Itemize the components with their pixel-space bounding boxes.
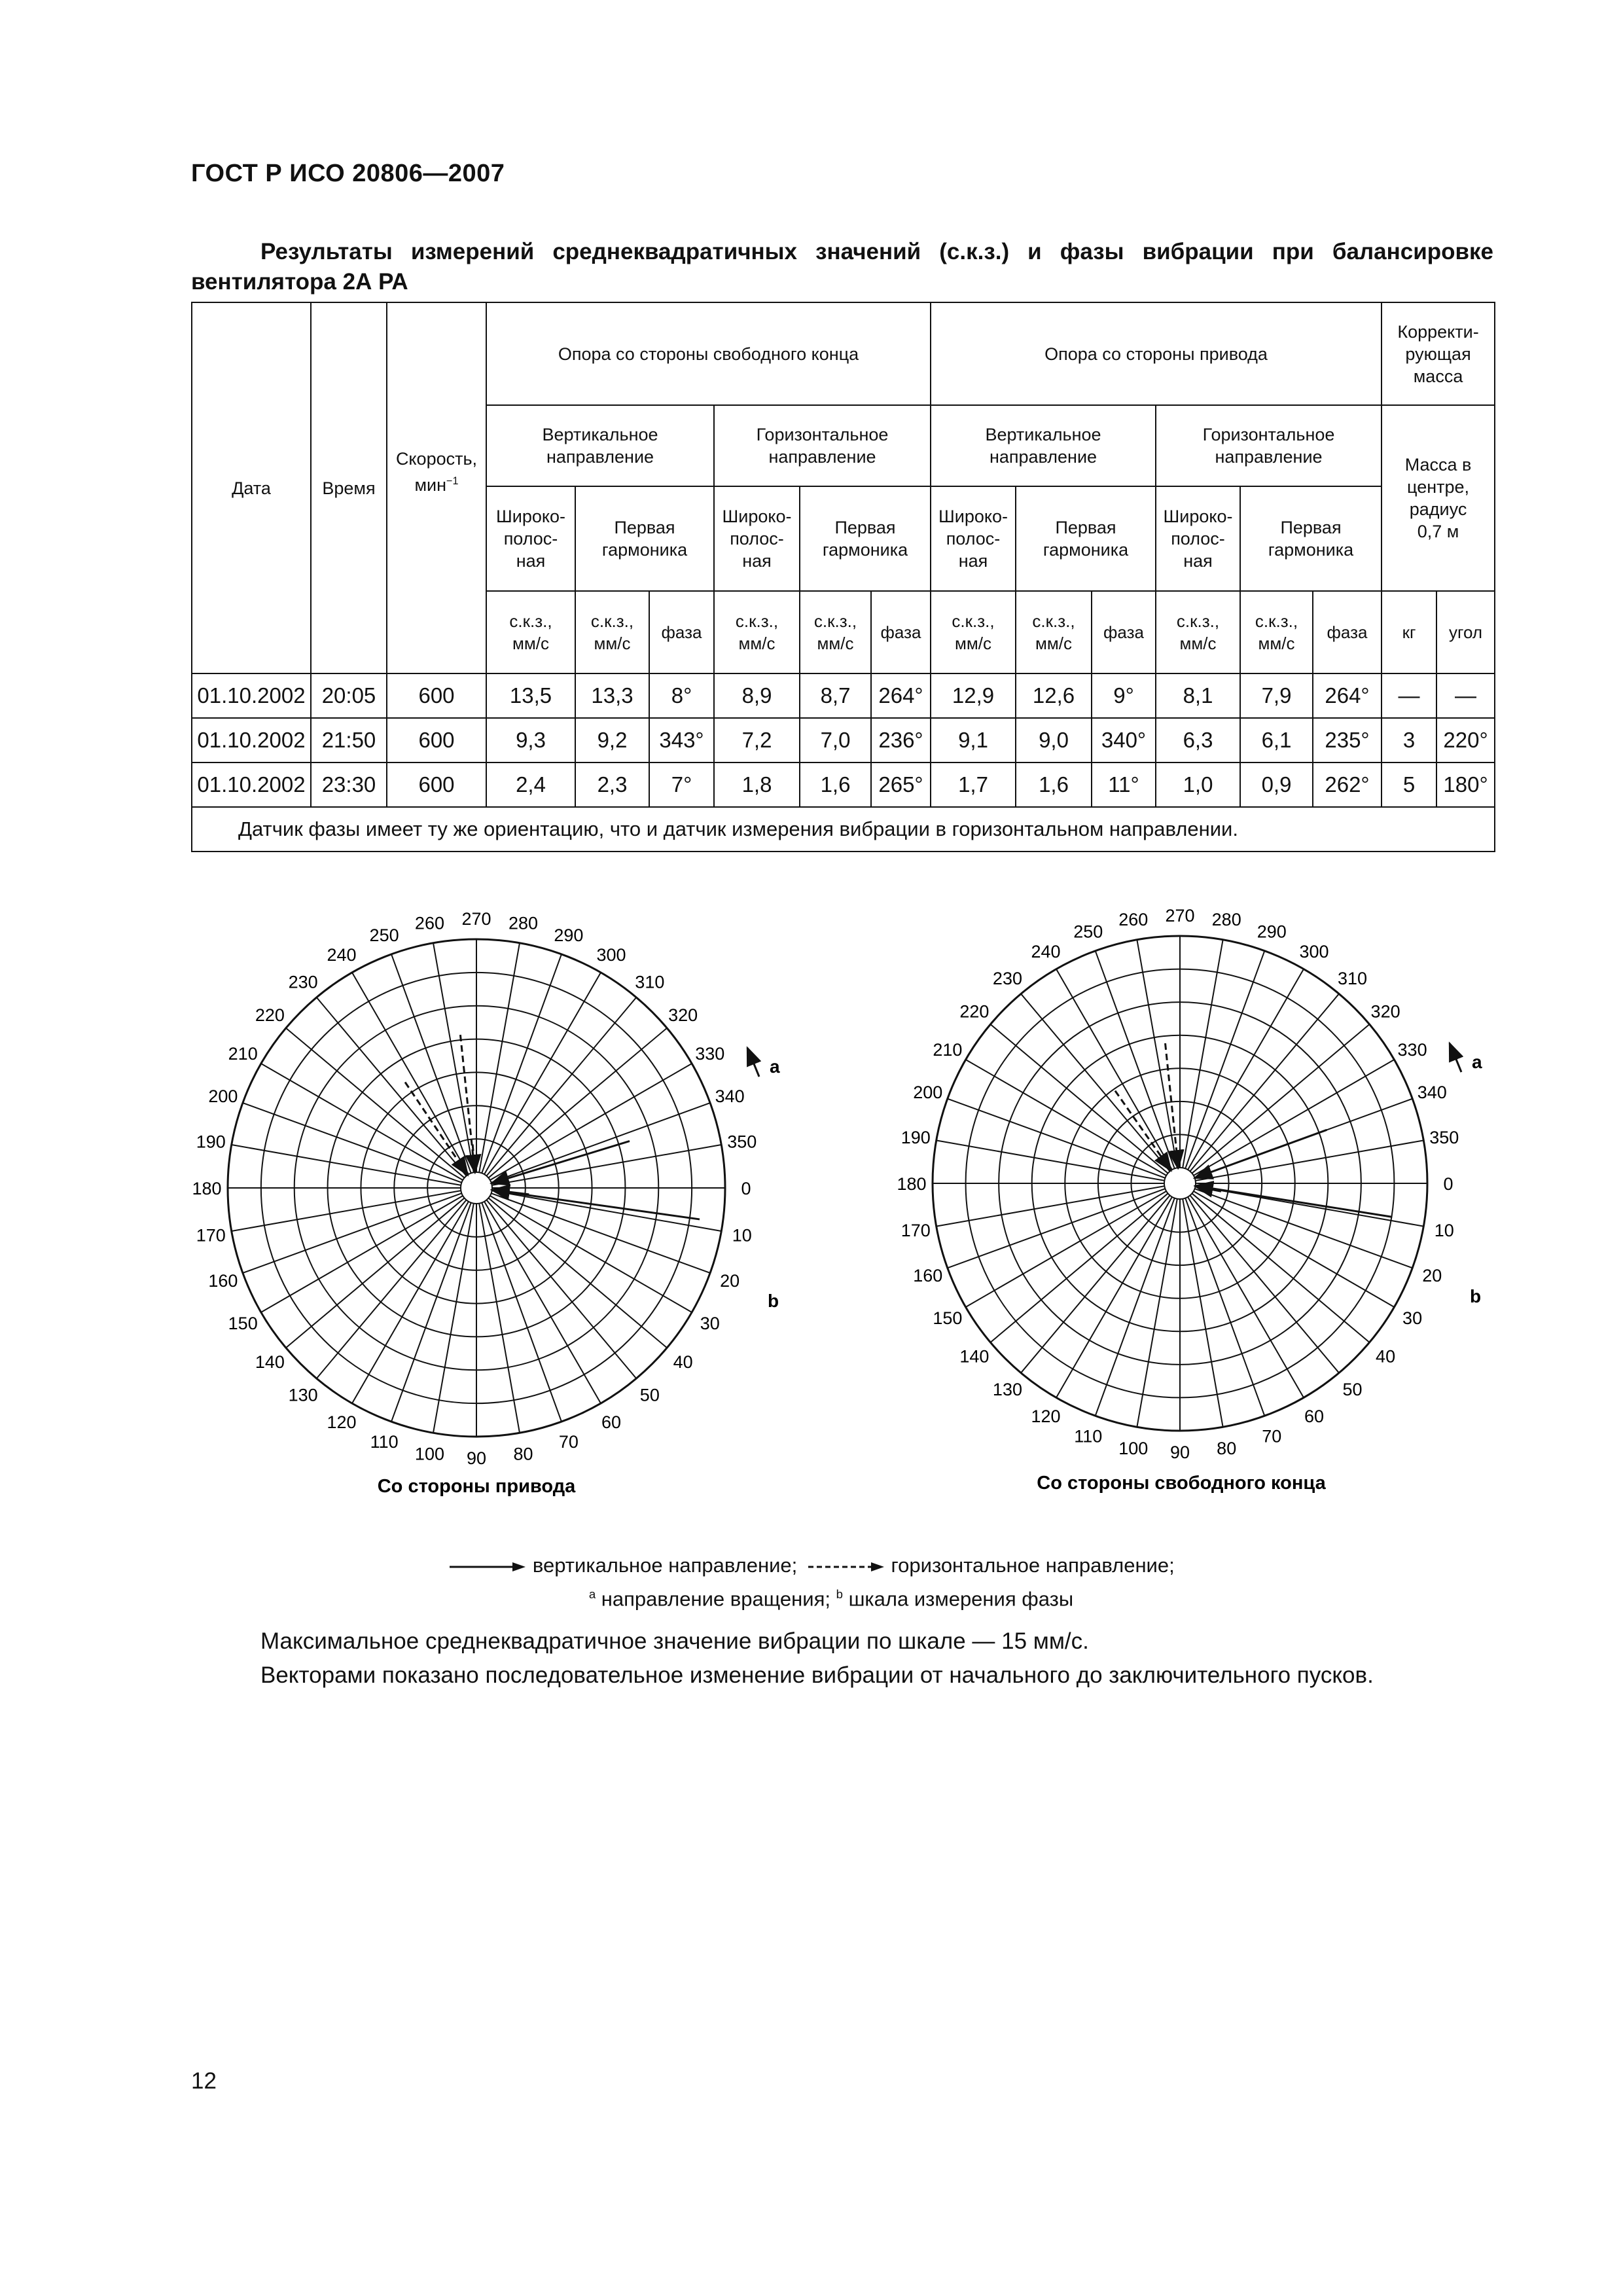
header-text: Широко-: [1163, 507, 1233, 526]
table-cell: 1,7: [931, 762, 1016, 807]
header-phase: фаза: [1313, 591, 1382, 673]
header-text: гармоника: [1268, 540, 1354, 560]
header-text: Первая: [614, 518, 675, 537]
header-speed: [387, 302, 486, 673]
polar-angle-label: 270: [1165, 906, 1195, 925]
header-text: Вертикальное: [985, 425, 1101, 444]
polar-angle-label: 110: [370, 1432, 399, 1452]
table-cell: 600: [387, 673, 486, 718]
table-cell: 220°: [1436, 718, 1495, 762]
polar-angle-label: 80: [1217, 1438, 1237, 1458]
header-rms: [714, 591, 800, 673]
polar-angle-label: 40: [1376, 1346, 1396, 1367]
header-text: с.к.з.,: [1255, 611, 1298, 631]
polar-angle-label: 150: [933, 1308, 963, 1328]
table-cell: 13,3: [575, 673, 649, 718]
polar-spoke: [433, 943, 474, 1173]
polar-angle-label: 320: [668, 1005, 698, 1026]
polar-spoke: [1196, 1140, 1424, 1180]
table-cell: 01.10.2002: [192, 673, 311, 718]
caption-line-1: Результаты измерений среднеквадратичных значений (с.к.з.) и фазы вибрации при балансировке: [260, 239, 1493, 264]
marker-a: a: [1472, 1052, 1482, 1072]
header-broadband: [486, 486, 575, 591]
header-text: мм/с: [817, 634, 854, 653]
polar-angle-label: 240: [1031, 941, 1061, 961]
vertical-vector: [491, 1141, 630, 1183]
table-cell: 264°: [871, 673, 931, 718]
polar-angle-label: 50: [1342, 1380, 1363, 1400]
polar-spoke: [243, 1103, 462, 1183]
legend-line-1: [0, 1551, 1623, 1580]
polar-angle-label: 320: [1370, 1001, 1400, 1022]
header-horizontal-free: [714, 405, 931, 486]
polar-angle-label: 290: [1257, 922, 1287, 942]
table-cell: 8,7: [800, 673, 871, 718]
header-vertical-free: [486, 405, 714, 486]
legend-line-2: [0, 1580, 1623, 1613]
table-cell: 20:05: [311, 673, 387, 718]
footer-line-2: Векторами показано последовательное изменение вибрации от начального до заключительного пусков.: [260, 1662, 1374, 1688]
header-mass-center: [1382, 405, 1495, 591]
polar-angle-label: 200: [208, 1086, 238, 1107]
polar-angle-label: 280: [1211, 910, 1241, 930]
header-text: Широко-: [722, 507, 792, 526]
polar-angle-label: 10: [732, 1225, 752, 1246]
rotation-arrow-icon: [1450, 1043, 1461, 1072]
header-text: мм/с: [1035, 634, 1072, 653]
header-text: мм/с: [512, 634, 549, 653]
table-cell: 600: [387, 718, 486, 762]
polar-spoke: [391, 1203, 471, 1422]
header-text: полос-: [503, 529, 558, 548]
header-corr-line: масса: [1413, 366, 1463, 386]
header-broadband: [931, 486, 1016, 591]
header-rms: [1240, 591, 1313, 673]
polar-angle-label: 350: [727, 1132, 757, 1152]
horizontal-vector: [405, 1082, 468, 1175]
table-cell: 5: [1382, 762, 1436, 807]
polar-spoke: [486, 1200, 636, 1378]
header-text: с.к.з.,: [1176, 611, 1220, 631]
polar-angle-label: 340: [715, 1086, 745, 1107]
header-rms: [486, 591, 575, 673]
table-cell: 9,3: [486, 718, 575, 762]
polar-angle-label: 200: [913, 1082, 943, 1102]
polar-spoke: [1185, 951, 1264, 1169]
polar-angle-label: 120: [1031, 1407, 1061, 1427]
table-cell: 343°: [649, 718, 714, 762]
polar-spoke: [1192, 1193, 1369, 1342]
header-text: мм/с: [1179, 634, 1217, 653]
header-first-harmonic: [1016, 486, 1156, 591]
header-text: Широко-: [938, 507, 1008, 526]
header-text: гармоника: [822, 540, 908, 560]
polar-spoke: [1021, 994, 1170, 1171]
table-cell: 7°: [649, 762, 714, 807]
header-date: Дата: [192, 302, 311, 673]
polar-angle-label: 350: [1429, 1127, 1459, 1147]
polar-spoke: [317, 1200, 467, 1378]
polar-spoke: [1195, 1189, 1413, 1268]
legend: [0, 1551, 1623, 1613]
table-cell: 12,6: [1016, 673, 1092, 718]
header-free-end-support: Опора со стороны свободного конца: [486, 302, 931, 405]
table-cell: 1,6: [1016, 762, 1092, 807]
rotation-arrow-icon: [747, 1048, 759, 1077]
polar-angle-label: 220: [959, 1001, 990, 1022]
header-text: центре,: [1407, 477, 1470, 497]
header-phase: фаза: [871, 591, 931, 673]
polar-spoke: [317, 997, 467, 1176]
polar-plot-free-end: [897, 906, 1482, 1462]
legend-vertical: вертикальное направление;: [532, 1554, 798, 1577]
polar-angle-label: 0: [1443, 1174, 1454, 1194]
polar-angle-label: 100: [414, 1444, 444, 1464]
polar-angle-label: 120: [327, 1412, 357, 1432]
table-cell: 1,0: [1156, 762, 1240, 807]
polar-angle-label: 180: [897, 1174, 927, 1194]
legend-horizontal: горизонтальное направление;: [891, 1554, 1175, 1577]
polar-plots: [0, 890, 1623, 1518]
polar-spoke: [492, 1191, 722, 1231]
polar-spoke: [1096, 951, 1175, 1169]
table-cell: 7,0: [800, 718, 871, 762]
polar-angle-label: 130: [992, 1380, 1022, 1400]
table-cell: 6,1: [1240, 718, 1313, 762]
polar-angle-label: 160: [208, 1270, 238, 1291]
header-text: 0,7 м: [1417, 522, 1459, 541]
polar-angle-label: 280: [508, 913, 539, 933]
polar-spoke: [1137, 1199, 1177, 1427]
polar-spoke: [1190, 994, 1339, 1171]
marker-b: b: [1470, 1286, 1482, 1306]
header-rms: [575, 591, 649, 673]
polar-angle-label: 40: [673, 1352, 693, 1372]
document-header: ГОСТ Р ИСО 20806—2007: [191, 160, 505, 187]
header-text: радиус: [1409, 499, 1467, 519]
table-cell: 264°: [1313, 673, 1382, 718]
header-first-harmonic: [575, 486, 714, 591]
legend-sup-a: a: [588, 1587, 596, 1601]
header-text: ная: [742, 551, 772, 571]
caption-line-2: вентилятора 2А РА: [191, 269, 408, 295]
header-broadband: [1156, 486, 1240, 591]
header-rms: [1016, 591, 1092, 673]
header-text: мм/с: [594, 634, 631, 653]
polar-spoke: [486, 997, 636, 1176]
header-first-harmonic: [800, 486, 931, 591]
table-note: Датчик фазы имеет ту же ориентацию, что и датчик измерения вибрации в горизонтальном направлении.: [192, 807, 1495, 852]
header-text: Первая: [834, 518, 896, 537]
polar-angle-label: 20: [1422, 1266, 1442, 1286]
table-cell: 1,8: [714, 762, 800, 807]
polar-angle-label: 340: [1417, 1082, 1447, 1102]
legend-sup-b: b: [836, 1587, 843, 1601]
header-text: Вертикальное: [542, 425, 658, 444]
polar-spoke: [391, 954, 471, 1174]
table-cell: 2,3: [575, 762, 649, 807]
header-text: ная: [958, 551, 988, 571]
table-cell: 2,4: [486, 762, 575, 807]
legend-phase-scale: шкала измерения фазы: [842, 1587, 1074, 1611]
header-correction-mass: [1382, 302, 1495, 405]
table-cell: 180°: [1436, 762, 1495, 807]
polar-angle-label: 130: [288, 1385, 318, 1405]
polar-angle-label: 190: [901, 1127, 931, 1147]
polar-spoke: [482, 954, 562, 1174]
header-text: с.к.з.,: [735, 611, 779, 631]
table-cell: 9°: [1092, 673, 1156, 718]
header-broadband: [714, 486, 800, 591]
table-cell: 9,2: [575, 718, 649, 762]
polar-angle-label: 290: [554, 925, 584, 945]
polar-angle-label: 330: [1397, 1040, 1427, 1060]
header-phase: фаза: [649, 591, 714, 673]
header-corr-line: Корректи-: [1397, 321, 1479, 342]
polar-angle-label: 20: [720, 1270, 740, 1291]
table-cell: —: [1436, 673, 1495, 718]
header-vertical-drive: [931, 405, 1156, 486]
polar-spoke: [243, 1193, 462, 1273]
header-text: с.к.з.,: [952, 611, 995, 631]
footer-note: [260, 1624, 1374, 1693]
table-cell: 235°: [1313, 718, 1382, 762]
header-corr-line: рующая: [1405, 344, 1471, 364]
header-text: с.к.з.,: [1032, 611, 1075, 631]
solid-arrow-icon: [448, 1560, 527, 1573]
header-text: гармоника: [1043, 540, 1129, 560]
polar-spoke: [936, 1186, 1165, 1226]
header-text: направление: [768, 447, 876, 467]
polar-spoke: [990, 1193, 1168, 1342]
header-text: с.к.з.,: [590, 611, 634, 631]
header-phase: фаза: [1092, 591, 1156, 673]
polar-spoke: [990, 1024, 1168, 1174]
polar-caption-drive-side: Со стороны привода: [377, 1476, 576, 1497]
polar-spoke: [1096, 1198, 1175, 1416]
header-rms: [931, 591, 1016, 673]
header-text: с.к.з.,: [509, 611, 552, 631]
results-table: [191, 302, 1495, 852]
polar-angle-label: 140: [255, 1352, 285, 1372]
polar-spoke: [488, 1198, 667, 1348]
header-text: направление: [989, 447, 1097, 467]
polar-angle-label: 60: [1304, 1407, 1325, 1427]
header-speed-unit: мин: [414, 475, 447, 495]
polar-spoke: [433, 1204, 474, 1433]
header-text: Первая: [1280, 518, 1342, 537]
polar-spoke: [1190, 1195, 1339, 1372]
polar-spoke: [479, 1204, 520, 1433]
table-cell: 236°: [871, 718, 931, 762]
polar-angle-label: 10: [1434, 1221, 1454, 1241]
polar-caption-free-end: Со стороны свободного конца: [1037, 1473, 1326, 1494]
table-cell: 7,2: [714, 718, 800, 762]
table-cell: 21:50: [311, 718, 387, 762]
header-first-harmonic: [1240, 486, 1382, 591]
table-cell: 8,1: [1156, 673, 1240, 718]
header-text: гармоника: [601, 540, 688, 560]
table-cell: 6,3: [1156, 718, 1240, 762]
polar-angle-label: 230: [992, 968, 1022, 988]
polar-angle-label: 230: [288, 972, 318, 992]
table-cell: 3: [1382, 718, 1436, 762]
header-rms: [1156, 591, 1240, 673]
polar-spoke: [286, 1028, 465, 1178]
table-row: [192, 762, 1495, 807]
header-text: направление: [546, 447, 654, 467]
header-kg: кг: [1382, 591, 1436, 673]
header-text: направление: [1215, 447, 1323, 467]
polar-angle-label: 260: [1118, 910, 1149, 930]
polar-angle-label: 170: [901, 1221, 931, 1241]
polar-angle-label: 240: [327, 945, 357, 965]
header-text: Горизонтальное: [1202, 425, 1335, 444]
polar-angle-label: 90: [1169, 1443, 1190, 1462]
polar-angle-label: 250: [369, 925, 399, 945]
header-speed-exponent: −1: [446, 475, 459, 487]
polar-spoke: [948, 1189, 1166, 1268]
header-text: Масса в: [1404, 455, 1472, 475]
header-text: полос-: [730, 529, 784, 548]
polar-angle-label: 110: [1074, 1426, 1103, 1446]
table-caption: [191, 237, 1493, 297]
footer-line-1: Максимальное среднеквадратичное значение вибрации по шкале — 15 мм/с.: [260, 1628, 1089, 1654]
polar-angle-label: 190: [196, 1132, 226, 1152]
header-angle: угол: [1436, 591, 1495, 673]
polar-spoke: [1183, 940, 1222, 1168]
header-rms: [800, 591, 871, 673]
table-cell: 8°: [649, 673, 714, 718]
header-text: мм/с: [955, 634, 991, 653]
header-text: полос-: [1171, 529, 1225, 548]
header-text: мм/с: [1258, 634, 1295, 653]
table-cell: 1,6: [800, 762, 871, 807]
table-cell: 12,9: [931, 673, 1016, 718]
table-cell: 262°: [1313, 762, 1382, 807]
polar-spoke: [482, 1203, 562, 1422]
polar-angle-label: 160: [913, 1266, 943, 1286]
polar-angle-label: 100: [1118, 1438, 1149, 1458]
polar-angle-label: 90: [466, 1448, 487, 1468]
polar-angle-label: 210: [933, 1040, 963, 1060]
table-cell: —: [1382, 673, 1436, 718]
polar-spoke: [1192, 1024, 1369, 1174]
legend-rotation: направление вращения;: [596, 1587, 830, 1611]
polar-angle-label: 310: [1338, 968, 1368, 988]
table-cell: 9,0: [1016, 718, 1092, 762]
polar-angle-label: 310: [635, 972, 665, 992]
table-cell: 7,9: [1240, 673, 1313, 718]
polar-plot-drive-side: [192, 909, 780, 1468]
marker-b: b: [768, 1291, 779, 1311]
page-number: 12: [191, 2068, 217, 2094]
polar-spoke: [232, 1145, 461, 1185]
polar-spoke: [948, 1099, 1166, 1178]
polar-spoke: [492, 1145, 722, 1185]
polar-angle-label: 50: [639, 1385, 660, 1405]
polar-spoke: [1137, 940, 1177, 1168]
header-text: Широко-: [496, 507, 565, 526]
header-time: Время: [311, 302, 387, 673]
header-horizontal-drive: [1156, 405, 1382, 486]
polar-angle-label: 260: [414, 913, 444, 933]
table-cell: 11°: [1092, 762, 1156, 807]
table-cell: 0,9: [1240, 762, 1313, 807]
polar-spoke: [1021, 1195, 1170, 1372]
table-cell: 9,1: [931, 718, 1016, 762]
header-text: Горизонтальное: [756, 425, 889, 444]
header-text: полос-: [946, 529, 1001, 548]
polar-ring: [1164, 1168, 1196, 1199]
polar-angle-label: 170: [196, 1225, 226, 1246]
polar-spoke: [936, 1140, 1165, 1180]
polar-spoke: [1183, 1199, 1222, 1427]
dashed-arrow-icon: [807, 1560, 885, 1573]
polar-spoke: [488, 1028, 667, 1178]
table-cell: 01.10.2002: [192, 718, 311, 762]
table-cell: 340°: [1092, 718, 1156, 762]
polar-angle-label: 180: [192, 1179, 222, 1198]
header-speed-label: Скорость,: [395, 448, 478, 469]
header-text: ная: [516, 551, 546, 571]
polar-angle-label: 0: [741, 1179, 751, 1198]
polar-angle-label: 140: [959, 1346, 990, 1367]
polar-angle-label: 270: [461, 909, 491, 929]
header-text: Первая: [1055, 518, 1116, 537]
header-text: с.к.з.,: [813, 611, 857, 631]
table-row: [192, 673, 1495, 718]
table-cell: 13,5: [486, 673, 575, 718]
polar-angle-label: 210: [228, 1044, 258, 1064]
polar-spoke: [491, 1103, 711, 1183]
polar-angle-label: 70: [1262, 1426, 1282, 1446]
polar-spoke: [479, 943, 520, 1173]
polar-angle-label: 250: [1073, 922, 1103, 942]
polar-angle-label: 60: [601, 1412, 622, 1432]
polar-spoke: [232, 1191, 461, 1231]
polar-angle-label: 150: [228, 1314, 258, 1333]
header-text: мм/с: [738, 634, 776, 653]
horizontal-vector: [460, 1035, 474, 1172]
polar-angle-label: 80: [513, 1444, 533, 1464]
table-cell: 01.10.2002: [192, 762, 311, 807]
marker-a: a: [770, 1056, 780, 1077]
polar-angle-label: 220: [255, 1005, 285, 1026]
table-cell: 265°: [871, 762, 931, 807]
polar-ring: [461, 1172, 492, 1204]
table-cell: 23:30: [311, 762, 387, 807]
polar-angle-label: 30: [700, 1314, 720, 1333]
polar-angle-label: 300: [1299, 941, 1329, 961]
table-row: [192, 718, 1495, 762]
polar-angle-label: 300: [596, 945, 626, 965]
polar-spoke: [286, 1198, 465, 1348]
polar-angle-label: 30: [1402, 1308, 1423, 1328]
polar-angle-label: 330: [695, 1044, 725, 1064]
table-cell: 600: [387, 762, 486, 807]
polar-spoke: [1185, 1198, 1264, 1416]
table-cell: 8,9: [714, 673, 800, 718]
polar-angle-label: 70: [558, 1432, 579, 1452]
header-text: ная: [1183, 551, 1213, 571]
header-drive-support: Опора со стороны привода: [931, 302, 1382, 405]
